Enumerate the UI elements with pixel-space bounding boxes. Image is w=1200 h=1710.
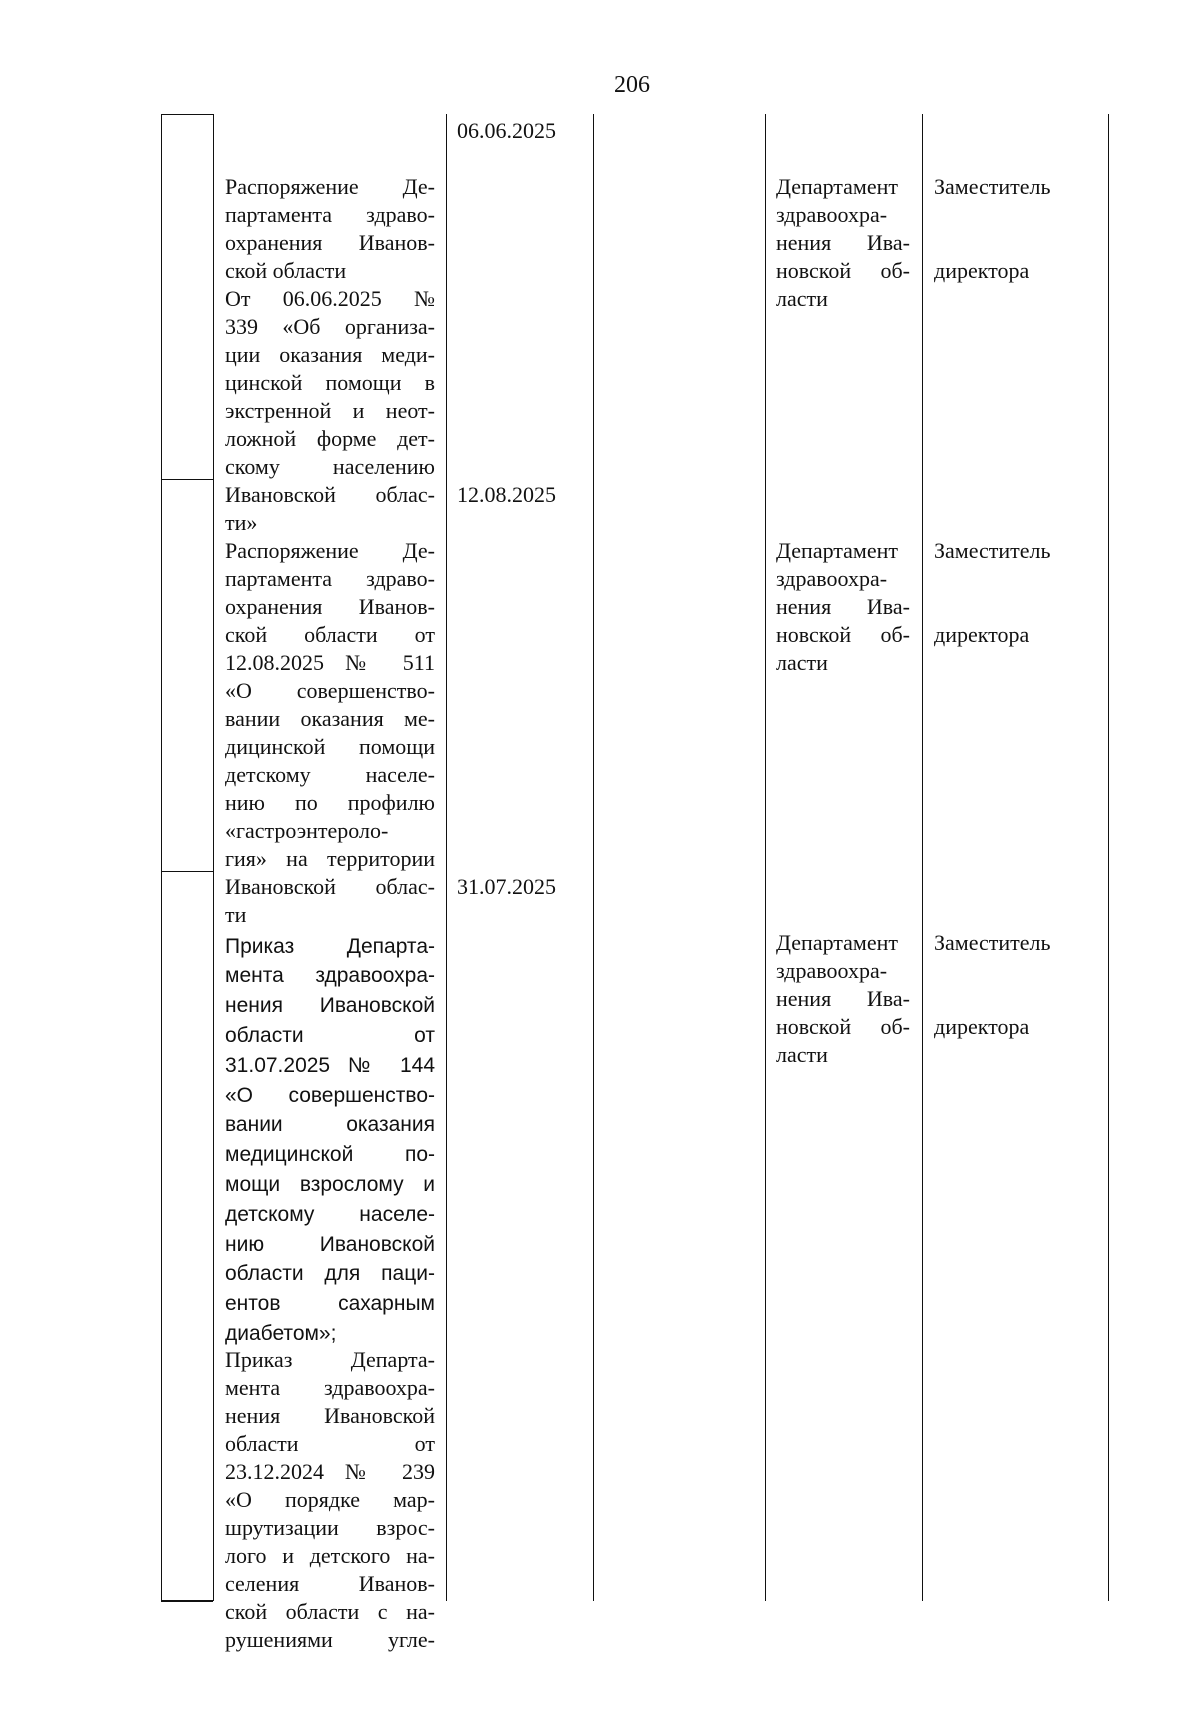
row-divider: [161, 1600, 213, 1602]
text-line: лого и детского на-: [225, 1543, 435, 1568]
text-line: ласти: [776, 286, 828, 311]
text-line: здравоохра-: [776, 958, 888, 983]
text-line: ласти: [776, 650, 828, 675]
department-cell: [776, 481, 910, 733]
text-line: Департамент: [776, 538, 899, 563]
text-line: ласти: [776, 1042, 828, 1067]
text-line: селения Иванов-: [225, 1571, 435, 1596]
department-cell: [776, 873, 910, 1125]
text-line: Приказ Департа-: [225, 1347, 435, 1372]
responsible-line: Заместитель: [934, 538, 1051, 563]
text-line: охранения Иванов-: [225, 230, 435, 255]
text-line: вании оказания: [225, 1113, 435, 1137]
text-line: «гастроэнтероло-: [225, 818, 389, 843]
text-line: новской об-: [776, 258, 910, 283]
text-line: здравоохра-: [776, 566, 888, 591]
text-line: рушениями угле-: [225, 1627, 435, 1652]
text-line: детскому населе-: [225, 762, 435, 787]
department-lines: [776, 929, 910, 1069]
text-line: охранения Иванов-: [225, 594, 435, 619]
text-line: нения Ива-: [776, 594, 910, 619]
text-line: ти»: [225, 510, 258, 535]
text-line: новской об-: [776, 1014, 910, 1039]
table-border-right: [1108, 114, 1109, 1601]
text-line: экстренной и неот-: [225, 398, 435, 423]
column-divider: [765, 114, 766, 1601]
department-lines: [776, 537, 910, 677]
text-line: гия» на территории: [225, 846, 435, 871]
text-line: детскому населе-: [225, 1202, 435, 1226]
document-lines: [225, 1346, 435, 1654]
text-line: ской области с на-: [225, 1599, 435, 1624]
text-line: Распоряжение Де-: [225, 538, 435, 563]
date-cell: 12.08.2025: [457, 482, 556, 507]
text-line: ти: [225, 902, 247, 927]
column-divider: [922, 114, 923, 1601]
text-line: ской области от: [225, 622, 435, 647]
text-line: 12.08.2025 № 511: [225, 650, 435, 675]
text-line: От 06.06.2025 №: [225, 286, 435, 311]
text-line: Департамент: [776, 930, 899, 955]
text-line: шрутизации взрос-: [225, 1515, 435, 1540]
department-lines: [776, 173, 910, 313]
text-line: дицинской помощи: [225, 734, 435, 759]
text-line: нию по профилю: [225, 790, 435, 815]
text-line: нения Ивановской: [225, 994, 435, 1018]
text-line: Департамент: [776, 174, 899, 199]
date-cell: 06.06.2025: [457, 118, 556, 143]
column-divider: [593, 114, 594, 1601]
text-line: Ивановской облас-: [225, 482, 435, 507]
department-cell: [776, 117, 910, 369]
text-line: области для паци-: [225, 1262, 435, 1286]
row-divider: [161, 114, 213, 115]
responsible-line: директора: [934, 258, 1030, 283]
responsible-cell: [934, 873, 1051, 1097]
text-line: нию Ивановской: [225, 1232, 435, 1256]
text-line: диабетом»;: [225, 1321, 337, 1345]
text-line: здравоохра-: [776, 202, 888, 227]
text-line: 23.12.2024 № 239: [225, 1459, 435, 1484]
text-line: ской области: [225, 258, 347, 283]
responsible-cell: [934, 117, 1051, 341]
text-line: новской об-: [776, 622, 910, 647]
text-line: 31.07.2025 № 144: [225, 1053, 435, 1077]
text-line: мента здравоохра-: [225, 1375, 435, 1400]
document-lines-sans: [225, 932, 435, 1349]
text-line: Ивановской облас-: [225, 874, 435, 899]
text-line: 339 «Об организа-: [225, 314, 435, 339]
text-line: нения Ива-: [776, 986, 910, 1011]
text-line: медицинской по-: [225, 1143, 435, 1167]
text-line: ентов сахарным: [225, 1292, 435, 1316]
row-divider: [161, 871, 213, 872]
text-line: мента здравоохра-: [225, 964, 435, 988]
text-line: скому населению: [225, 454, 435, 479]
text-line: «О совершенство-: [225, 678, 435, 703]
text-line: Приказ Департа-: [225, 934, 435, 958]
text-line: вании оказания ме-: [225, 706, 435, 731]
text-line: области от: [225, 1431, 435, 1456]
document-lines: [225, 537, 435, 929]
text-line: нения Ива-: [776, 230, 910, 255]
responsible-cell: [934, 481, 1051, 705]
column-divider: [213, 114, 214, 1601]
text-line: мощи взрослому и: [225, 1172, 435, 1196]
text-line: «О совершенство-: [225, 1083, 435, 1107]
responsible-line: Заместитель: [934, 174, 1051, 199]
text-line: партамента здраво-: [225, 202, 435, 227]
column-divider: [446, 114, 447, 1601]
text-line: нения Ивановской: [225, 1403, 435, 1428]
row-divider: [161, 479, 213, 480]
text-line: «О порядке мар-: [225, 1487, 435, 1512]
responsible-line: директора: [934, 622, 1030, 647]
text-line: ложной форме дет-: [225, 426, 435, 451]
text-line: Распоряжение Де-: [225, 174, 435, 199]
document-cell: [225, 1290, 435, 1710]
table-border-left: [161, 114, 162, 1601]
responsible-line: Заместитель: [934, 930, 1051, 955]
text-line: области от: [225, 1023, 435, 1047]
text-line: ции оказания меди-: [225, 342, 435, 367]
page-number: 206: [614, 72, 650, 98]
date-cell: 31.07.2025: [457, 874, 556, 899]
text-line: цинской помощи в: [225, 370, 435, 395]
responsible-line: директора: [934, 1014, 1030, 1039]
text-line: партамента здраво-: [225, 566, 435, 591]
